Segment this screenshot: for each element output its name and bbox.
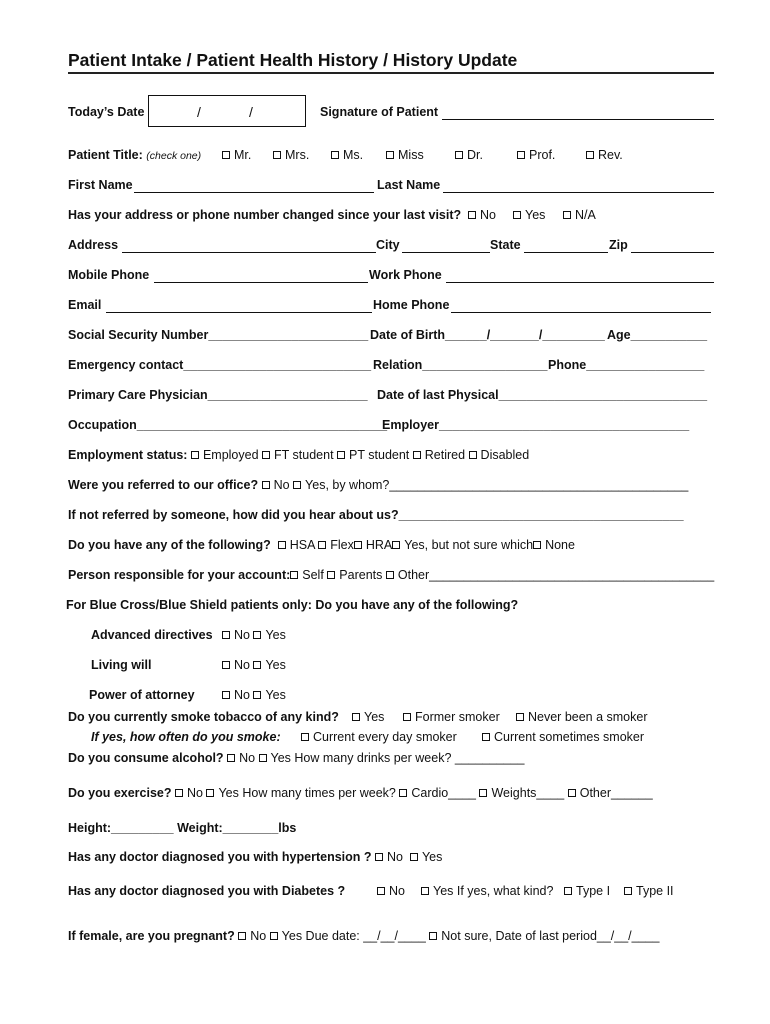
city-field[interactable] [402, 252, 490, 253]
account-option-hra[interactable]: HRA [354, 538, 392, 552]
work-phone-label: Work Phone [369, 268, 442, 282]
checkbox[interactable] [238, 932, 246, 940]
hypertension-option-yes[interactable]: Yes [410, 850, 442, 864]
page-title: Patient Intake / Patient Health History / History Update [68, 50, 518, 70]
last-name-label: Last Name [377, 178, 441, 192]
checkbox[interactable] [624, 887, 632, 895]
mobile-phone-field[interactable] [154, 282, 368, 283]
account-option-none[interactable]: None [533, 538, 575, 552]
address-field[interactable] [122, 252, 376, 253]
email-field[interactable] [106, 312, 372, 313]
title-option-prof[interactable]: Prof. [517, 148, 555, 162]
smoke-question: Do you currently smoke tobacco of any kind? [68, 710, 339, 724]
checkbox[interactable] [399, 789, 407, 797]
state-label: State [490, 238, 521, 252]
alcohol-option-yes[interactable]: Yes How many drinks per week? __________ [259, 751, 525, 765]
hypertension-question: Has any doctor diagnosed you with hypertension ? [68, 850, 372, 864]
city-label: City [376, 238, 400, 252]
pregnant-row [68, 929, 659, 943]
diabetes-option-no[interactable]: No [377, 884, 405, 898]
exercise-option-cardio[interactable]: Cardio____ [399, 786, 476, 800]
responsible-option-self[interactable]: Self [290, 568, 324, 582]
checkbox[interactable] [413, 451, 421, 459]
state-field[interactable] [524, 252, 608, 253]
responsible-option-other[interactable]: Other_________________________________________ [386, 568, 714, 582]
diabetes-question: Has any doctor diagnosed you with Diabetes ? [68, 884, 346, 898]
checkbox[interactable] [386, 571, 394, 579]
employment-option-retired[interactable]: Retired [413, 448, 465, 462]
smoke-freq-every-day[interactable]: Current every day smoker [301, 730, 457, 744]
power-of-attorney-yes[interactable]: Yes [253, 688, 285, 702]
signature-field[interactable] [442, 119, 714, 120]
title-option-ms[interactable]: Ms. [331, 148, 363, 162]
advanced-directives-options [222, 628, 286, 642]
checkbox[interactable] [392, 541, 400, 549]
pregnant-option-not-sure[interactable]: Not sure, Date of last period__/__/____ [429, 929, 659, 943]
home-phone-field[interactable] [451, 312, 711, 313]
checkbox[interactable] [421, 887, 429, 895]
work-phone-field[interactable] [446, 282, 714, 283]
checkbox[interactable] [278, 541, 286, 549]
checkbox[interactable] [568, 789, 576, 797]
zip-field[interactable] [631, 252, 714, 253]
account-option-flex[interactable]: Flex [318, 538, 354, 552]
smoke-freq-sometimes[interactable]: Current sometimes smoker [482, 730, 644, 744]
checkbox[interactable] [175, 789, 183, 797]
pregnant-option-yes[interactable]: Yes Due date: __/__/____ [270, 929, 426, 943]
checkbox[interactable] [386, 151, 394, 159]
checkbox[interactable] [327, 571, 335, 579]
employment-option-ft-student[interactable]: FT student [262, 448, 334, 462]
checkbox[interactable] [270, 932, 278, 940]
checkbox[interactable] [290, 571, 298, 579]
advanced-directives-yes[interactable]: Yes [253, 628, 285, 642]
address-changed-question: Has your address or phone number changed since your last visit? [68, 208, 462, 222]
checkbox[interactable] [222, 661, 230, 669]
pcp-label[interactable]: Primary Care Physician_______________________ [68, 388, 368, 402]
responsible-option-parents[interactable]: Parents [327, 568, 382, 582]
checkbox[interactable] [253, 631, 261, 639]
accounts-question: Do you have any of the following? [68, 538, 271, 552]
hypertension-option-no[interactable]: No [375, 850, 403, 864]
home-phone-label: Home Phone [373, 298, 450, 312]
checkbox[interactable] [482, 733, 490, 741]
relation-label[interactable]: Relation__________________ [373, 358, 548, 372]
responsible-label: Person responsible for your account: [68, 568, 291, 582]
employment-option-pt-student[interactable]: PT student [337, 448, 409, 462]
power-of-attorney-options [222, 688, 286, 702]
pregnant-question: If female, are you pregnant? [68, 929, 235, 943]
dob-label[interactable]: Date of Birth______/_______/_________ [370, 328, 605, 342]
advanced-directives-no[interactable]: No [222, 628, 250, 642]
address-label: Address [68, 238, 119, 252]
power-of-attorney-no[interactable]: No [222, 688, 250, 702]
referred-row [68, 478, 688, 492]
checkbox[interactable] [377, 887, 385, 895]
checkbox[interactable] [273, 151, 281, 159]
checkbox[interactable] [516, 713, 524, 721]
exercise-option-no[interactable]: No [175, 786, 203, 800]
zip-label: Zip [609, 238, 628, 252]
exercise-option-other[interactable]: Other______ [568, 786, 653, 800]
exercise-option-weights[interactable]: Weights____ [479, 786, 564, 800]
pregnant-option-no[interactable]: No [238, 929, 266, 943]
checkbox[interactable] [206, 789, 214, 797]
last-physical-label[interactable]: Date of last Physical______________________________ [377, 388, 708, 402]
referred-question: Were you referred to our office? [68, 478, 259, 492]
living-will-options [222, 658, 286, 672]
smoke-option-former[interactable]: Former smoker [403, 710, 500, 724]
checkbox[interactable] [403, 713, 411, 721]
emergency-contact-label[interactable]: Emergency contact___________________________ [68, 358, 372, 372]
checkbox[interactable] [259, 754, 267, 762]
mobile-phone-label: Mobile Phone [68, 268, 150, 282]
checkbox[interactable] [262, 481, 270, 489]
exercise-row [68, 786, 653, 800]
employment-status-label: Employment status: [68, 448, 188, 462]
living-will-no[interactable]: No [222, 658, 250, 672]
checkbox[interactable] [293, 481, 301, 489]
employment-option-employed[interactable]: Employed [191, 448, 259, 462]
alcohol-question: Do you consume alcohol? [68, 751, 224, 765]
employment-option-disabled[interactable]: Disabled [469, 448, 530, 462]
checkbox[interactable] [262, 451, 270, 459]
occupation-label[interactable]: Occupation____________________________________ [68, 418, 388, 432]
todays-date-label: Today’s Date [68, 105, 145, 119]
checkbox[interactable] [331, 151, 339, 159]
checkbox[interactable] [253, 661, 261, 669]
checkbox[interactable] [337, 451, 345, 459]
exercise-question: Do you exercise? [68, 786, 172, 800]
checkbox[interactable] [227, 754, 235, 762]
checkbox[interactable] [455, 151, 463, 159]
changed-option-yes[interactable]: Yes [513, 208, 545, 222]
checkbox[interactable] [429, 932, 437, 940]
account-option-not-sure[interactable]: Yes, but not sure which [392, 538, 533, 552]
changed-option-no[interactable]: No [468, 208, 496, 222]
checkbox[interactable] [352, 713, 360, 721]
alcohol-option-no[interactable]: No [227, 751, 255, 765]
checkbox[interactable] [253, 691, 261, 699]
how-heard-question[interactable]: If not referred by someone, how did you hear about us?_________________________________________ [68, 508, 684, 522]
signature-label: Signature of Patient [320, 105, 439, 119]
height-weight-label[interactable]: Height:_________ Weight:________lbs [68, 821, 297, 835]
employer-label[interactable]: Employer____________________________________ [382, 418, 690, 432]
checkbox[interactable] [222, 631, 230, 639]
responsible-row [68, 568, 714, 582]
referred-option-yes[interactable]: Yes, by whom?___________________________________________ [293, 478, 688, 492]
checkbox[interactable] [375, 853, 383, 861]
diabetes-option-yes[interactable]: Yes If yes, what kind? [421, 884, 553, 898]
first-name-label: First Name [68, 178, 133, 192]
ssn-label[interactable]: Social Security Number_______________________ [68, 328, 369, 342]
smoke-option-never[interactable]: Never been a smoker [516, 710, 648, 724]
checkbox[interactable] [222, 691, 230, 699]
title-option-mrs[interactable]: Mrs. [273, 148, 309, 162]
checkbox[interactable] [354, 541, 362, 549]
title-option-rev[interactable]: Rev. [586, 148, 623, 162]
checkbox[interactable] [586, 151, 594, 159]
checkbox[interactable] [469, 451, 477, 459]
living-will-label: Living will [91, 658, 152, 672]
bcbs-heading: For Blue Cross/Blue Shield patients only: Do you have any of the following? [66, 598, 519, 612]
emergency-phone-label[interactable]: Phone_________________ [548, 358, 705, 372]
smoke-frequency-question: If yes, how often do you smoke: [91, 730, 281, 744]
power-of-attorney-label: Power of attorney [89, 688, 195, 702]
diabetes-option-type1[interactable]: Type I [564, 884, 610, 898]
first-name-field[interactable] [134, 192, 374, 193]
checkbox[interactable] [301, 733, 309, 741]
checkbox[interactable] [222, 151, 230, 159]
advanced-directives-label: Advanced directives [91, 628, 213, 642]
checkbox[interactable] [563, 211, 571, 219]
checkbox[interactable] [410, 853, 418, 861]
patient-title-label: Patient Title: (check one) [68, 148, 202, 162]
accounts-row [68, 538, 575, 552]
referred-option-no[interactable]: No [262, 478, 290, 492]
date-slash: / [197, 104, 201, 120]
hypertension-row [68, 850, 442, 864]
todays-date-field[interactable] [148, 95, 306, 127]
checkbox[interactable] [513, 211, 521, 219]
checkbox[interactable] [318, 541, 326, 549]
title-option-dr[interactable]: Dr. [455, 148, 483, 162]
living-will-yes[interactable]: Yes [253, 658, 285, 672]
last-name-field[interactable] [443, 192, 714, 193]
title-option-mr[interactable]: Mr. [222, 148, 251, 162]
smoke-option-yes[interactable]: Yes [352, 710, 384, 724]
account-option-hsa[interactable]: HSA [278, 538, 315, 552]
title-option-miss[interactable]: Miss [386, 148, 424, 162]
age-label[interactable]: Age___________ [607, 328, 708, 342]
checkbox[interactable] [468, 211, 476, 219]
email-label: Email [68, 298, 102, 312]
alcohol-row [68, 751, 524, 765]
checkbox[interactable] [564, 887, 572, 895]
changed-option-na[interactable]: N/A [563, 208, 596, 222]
checkbox[interactable] [517, 151, 525, 159]
date-slash: / [249, 104, 253, 120]
title-rule [68, 72, 714, 74]
checkbox[interactable] [479, 789, 487, 797]
checkbox[interactable] [533, 541, 541, 549]
employment-status-row [68, 448, 529, 462]
diabetes-option-type2[interactable]: Type II [624, 884, 674, 898]
check-one-hint: (check one) [146, 150, 202, 162]
exercise-option-yes[interactable]: Yes How many times per week? [206, 786, 395, 800]
checkbox[interactable] [191, 451, 199, 459]
